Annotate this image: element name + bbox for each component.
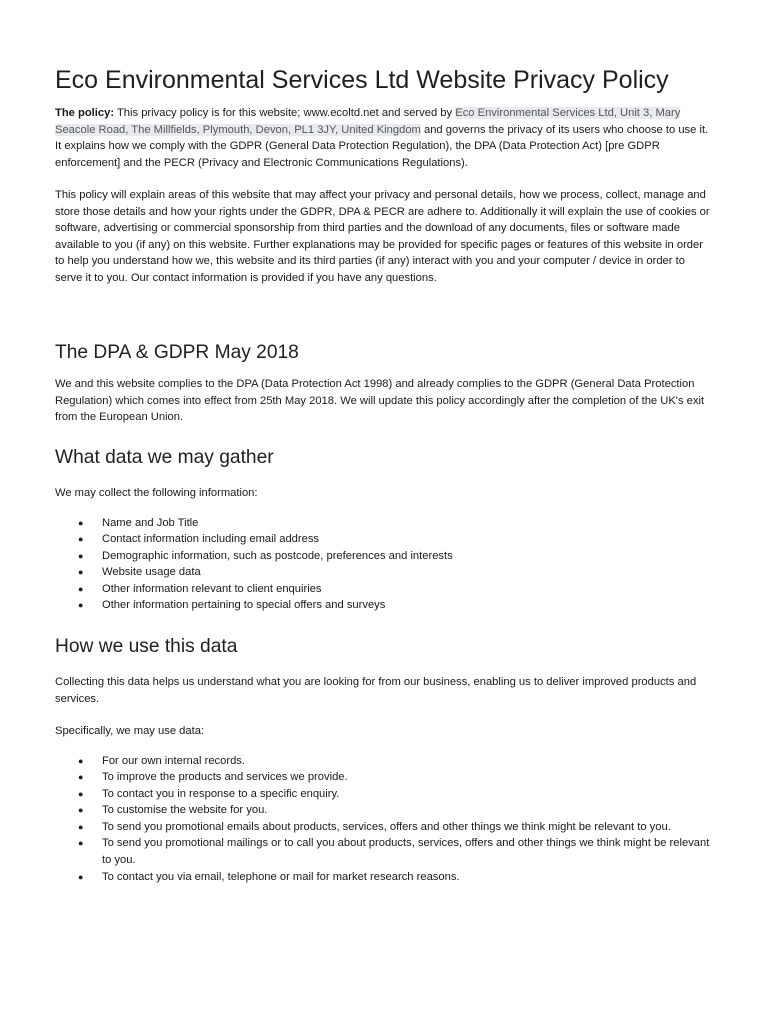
list-item: ● Contact information including email address xyxy=(55,531,715,548)
bullet-icon: ● xyxy=(78,583,84,594)
list-item: ● To send you promotional emails about products, services, offers and other things we think might be relevant to you. xyxy=(55,819,715,836)
list-item: ● To improve the products and services we provide. xyxy=(55,769,715,786)
list-item: ● Website usage data xyxy=(55,564,715,581)
dpa-paragraph: We and this website complies to the DPA (Data Protection Act 1998) and already complies to the GDPR (General Data Protection Regulation) which comes into effect from 25th May 2018. We will update this policy accordingly after the completion of the UK's exit from the European Union. xyxy=(55,378,705,423)
use-specific: Specifically, we may use data: xyxy=(55,725,205,737)
bullet-icon: ● xyxy=(78,534,84,545)
page-title: Eco Environmental Services Ltd Website Privacy Policy xyxy=(55,66,669,94)
bullet-icon: ● xyxy=(78,517,84,528)
use-intro: Collecting this data helps us understand what you are looking for from our business, enabling us to deliver improved products and services. xyxy=(55,676,697,705)
bullet-icon: ● xyxy=(78,567,84,578)
bullet-icon: ● xyxy=(78,871,84,882)
policy-section xyxy=(55,105,715,286)
list-item: ● For our own internal records. xyxy=(55,753,715,770)
policy-label: The policy: xyxy=(55,107,115,119)
bullet-icon: ● xyxy=(78,550,84,561)
policy-paragraph-2: This policy will explain areas of this website that may affect your privacy and personal details, how we process, collect, manage and store those details and how your rights under the GDPR, DPA & PECR are adhere to. Additionally it will explain the use of cookies or software, advertising or commercial sponsorship from third parties and the download of any documents, files or software made available to you (if any) on this website. Further explanations may be provided for specific pages or features of this website in order to help you understand how we, this website and its third parties (if any) interact with you and your computer / device in order to serve it to you. Our contact information is provided if you have any questions. xyxy=(55,189,710,284)
list-item: ● Name and Job Title xyxy=(55,515,715,532)
dpa-heading: The DPA & GDPR May 2018 xyxy=(55,342,299,363)
bullet-icon: ● xyxy=(78,838,84,849)
use-section xyxy=(55,635,715,885)
bullet-icon: ● xyxy=(78,772,84,783)
bullet-icon: ● xyxy=(78,805,84,816)
gather-heading: What data we may gather xyxy=(55,447,274,468)
dpa-section xyxy=(55,341,715,426)
bullet-icon: ● xyxy=(78,821,84,832)
list-item: ● Other information pertaining to special offers and surveys xyxy=(55,597,715,614)
bullet-icon: ● xyxy=(78,600,84,611)
list-item: ● Demographic information, such as postcode, preferences and interests xyxy=(55,548,715,565)
policy-paragraph xyxy=(55,105,715,171)
list-item: ● To contact you in response to a specific enquiry. xyxy=(55,786,715,803)
list-item: ● To send you promotional mailings or to call you about products, services, offers and other things we think might be relevant to you. xyxy=(78,837,710,867)
bullet-icon: ● xyxy=(78,755,84,766)
gather-intro: We may collect the following information: xyxy=(55,487,258,499)
bullet-icon: ● xyxy=(78,788,84,799)
use-list xyxy=(55,753,715,886)
gather-list xyxy=(55,515,715,615)
list-item: ● To contact you via email, telephone or mail for market research reasons. xyxy=(55,869,715,886)
use-heading: How we use this data xyxy=(55,636,238,657)
list-item: ● Other information relevant to client enquiries xyxy=(55,581,715,598)
gather-section xyxy=(55,446,715,614)
company-address-link[interactable]: Eco Environmental Services Ltd, Unit 3, Mary Seacole Road, The Millfields, Plymouth, Devon, PL1 3JY, United Kingdom xyxy=(55,107,681,136)
list-item: ● To customise the website for you. xyxy=(55,802,715,819)
policy-text-1: This privacy policy is for this website; www.ecoltd.net and served by xyxy=(114,107,456,119)
policy-text-2: and governs the privacy of its users who choose to use it. It explains how we comply with the GDPR (General Data Protection Regulation), the DPA (Data Protection Act) [pre GDPR enforcement] and the PECR (Privacy and Electronic Communications Regulations). xyxy=(55,123,709,169)
